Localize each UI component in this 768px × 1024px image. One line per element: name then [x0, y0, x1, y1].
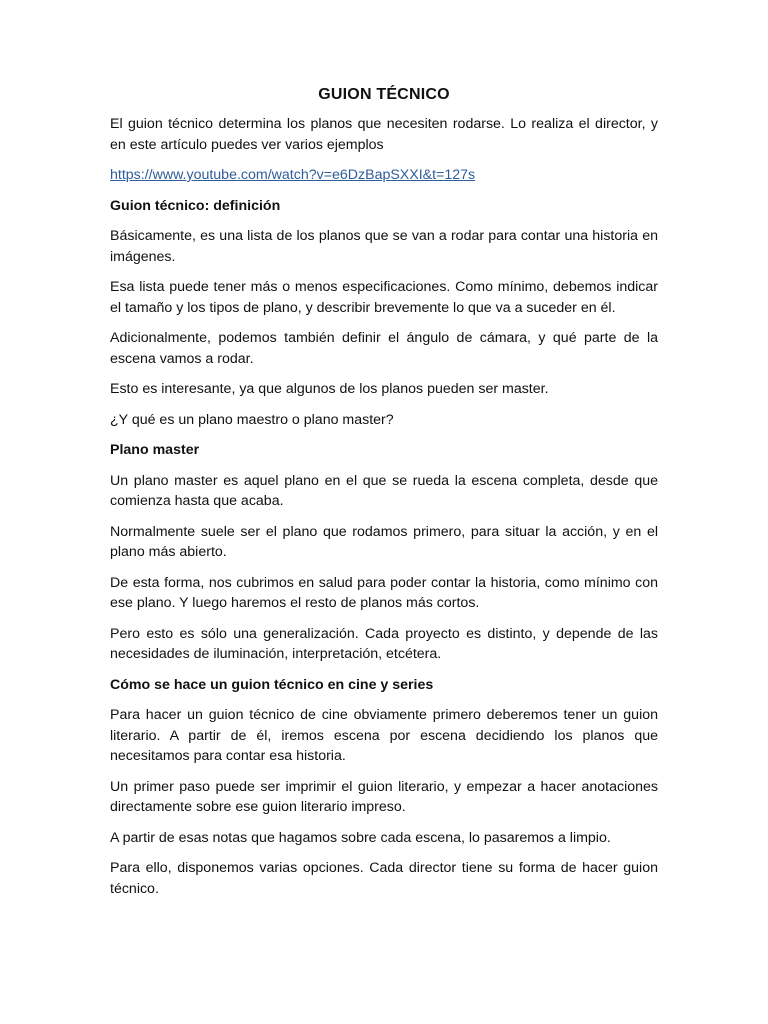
document-title: GUION TÉCNICO [318, 86, 450, 103]
paragraph: Esto es interesante, ya que algunos de los planos pueden ser master. [110, 381, 549, 397]
paragraph: A partir de esas notas que hagamos sobre cada escena, lo pasaremos a limpio. [110, 829, 611, 846]
section-heading-como: Cómo se hace un guion técnico en cine y series [110, 676, 434, 693]
paragraph: Para hacer un guion técnico de cine obviamente primero deberemos tener un guion literario. A partir de él, iremos escena por escena decidiendo los planos que necesitamos para contar esa historia. [110, 707, 658, 764]
paragraph: Para ello, disponemos varias opciones. Cada director tiene su forma de hacer guion técnico. [110, 860, 658, 897]
link-paragraph [110, 165, 658, 186]
paragraph: Esa lista puede tener más o menos especificaciones. Como mínimo, debemos indicar el tamaño y los tipos de plano, y describir brevemente lo que va a suceder en él. [110, 279, 658, 316]
paragraph: Básicamente, es una lista de los planos que se van a rodar para contar una historia en imágenes. [110, 228, 658, 265]
paragraph: Un primer paso puede ser imprimir el guion literario, y empezar a hacer anotaciones directamente sobre ese guion literario impreso. [110, 778, 658, 815]
youtube-link[interactable]: https://www.youtube.com/watch?v=e6DzBapSXXI&t=127s [110, 167, 476, 183]
intro-paragraph: El guion técnico determina los planos que necesiten rodarse. Lo realiza el director, y en este artículo puedes ver varios ejemplos [110, 116, 658, 153]
paragraph: Adicionalmente, podemos también definir el ángulo de cámara, y qué parte de la escena vamos a rodar. [110, 330, 658, 367]
paragraph: Pero esto es sólo una generalización. Cada proyecto es distinto, y depende de las necesidades de iluminación, interpretación, etcétera. [110, 625, 658, 662]
paragraph: Un plano master es aquel plano en el que se rueda la escena completa, desde que comienza hasta que acaba. [110, 472, 658, 509]
paragraph: ¿Y qué es un plano maestro o plano master? [110, 411, 394, 428]
section-heading-definicion: Guion técnico: definición [110, 197, 281, 214]
paragraph: Normalmente suele ser el plano que rodamos primero, para situar la acción, y en el plano más abierto. [110, 523, 658, 560]
section-heading-master: Plano master [110, 442, 200, 458]
paragraph: De esta forma, nos cubrimos en salud para poder contar la historia, como mínimo con ese plano. Y luego haremos el resto de planos más cortos. [110, 574, 658, 611]
